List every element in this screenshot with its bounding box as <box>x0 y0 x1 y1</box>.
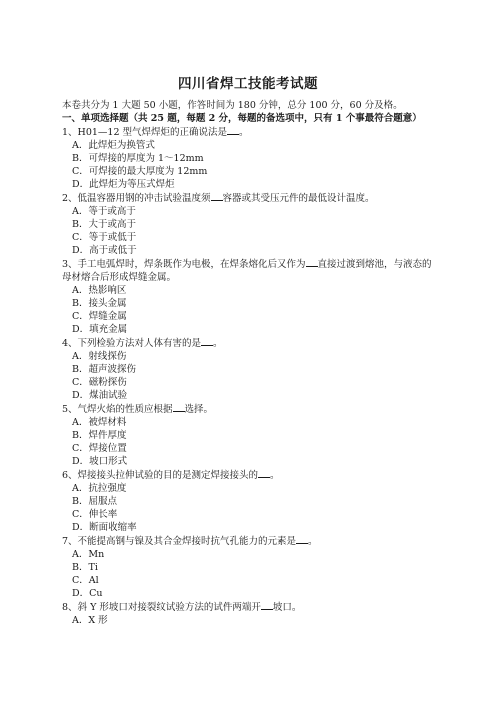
question-stem-text: 。 <box>270 470 280 481</box>
answer-blank <box>258 468 270 478</box>
answer-option: B．超声波探伤 <box>72 364 136 375</box>
question-stem-text: 5、气焊火焰的性质应根据 <box>62 404 173 415</box>
document-intro: 本卷共分为 1 大题 50 小题，作答时间为 180 分钟，总分 100 分，60 分及格。 <box>62 100 403 111</box>
answer-option: A．射线探伤 <box>72 351 127 362</box>
question-item <box>62 534 434 600</box>
answer-option: D．高于或低于 <box>72 245 137 256</box>
answer-option: D．煤油试验 <box>72 390 128 401</box>
question-stem <box>62 191 434 205</box>
question-stem-text: 1、H01—12 型气焊焊炬的正确说法是 <box>62 127 228 138</box>
answer-option: C．Al <box>72 575 99 586</box>
answer-option: A．X 形 <box>72 615 108 626</box>
answer-option: A．热影响区 <box>72 285 127 296</box>
question-item <box>62 125 434 191</box>
question-stem-text: 4、下列检验方法对人体有害的是 <box>62 338 202 349</box>
question-item <box>62 336 434 402</box>
answer-option: A．此焊炬为换管式 <box>72 140 155 151</box>
question-item <box>62 402 434 468</box>
answer-option: C．等于或低于 <box>72 232 137 243</box>
question-stem-text: 。 <box>239 127 249 138</box>
answer-option: B．接头金属 <box>72 298 127 309</box>
question-stem <box>62 125 434 139</box>
question-stem <box>62 468 434 482</box>
answer-option: A．等于或高于 <box>72 206 136 217</box>
question-stem <box>62 402 434 416</box>
answer-blank <box>227 125 239 135</box>
question-stem-text: 直接过渡到熔池，与液态的母材熔合后形成焊缝金属。 <box>62 259 432 283</box>
question-stem-text: 6、焊接接头拉伸试验的目的是测定焊接接头的 <box>62 470 259 481</box>
answer-option: C．焊接位置 <box>72 443 127 454</box>
question-item <box>62 468 434 534</box>
question-stem-text: 。 <box>213 338 223 349</box>
question-item <box>62 257 434 336</box>
question-stem <box>62 534 434 548</box>
question-stem-text: 坡口。 <box>272 602 302 613</box>
answer-option: D．Cu <box>72 588 103 599</box>
answer-option: B．可焊接的厚度为 1～12mm <box>72 153 204 164</box>
question-stem <box>62 336 434 350</box>
answer-blank <box>201 336 213 346</box>
document-page <box>62 76 434 627</box>
answer-option: A．被焊材料 <box>72 417 127 428</box>
question-stem <box>62 600 434 614</box>
question-stem-text: 容器或其受压元件的最低设计温度。 <box>222 193 375 204</box>
answer-blank <box>261 600 273 610</box>
answer-option: D．断面收缩率 <box>72 522 137 533</box>
answer-option: D．坡口形式 <box>72 456 128 467</box>
answer-option: C．伸长率 <box>72 509 118 520</box>
answer-option: A．Mn <box>72 549 105 560</box>
answer-option: D．此焊炬为等压式焊炬 <box>72 179 175 190</box>
question-stem-text: 2、低温容器用钢的冲击试验温度须 <box>62 193 211 204</box>
question-list <box>62 125 434 627</box>
question-item <box>62 191 434 257</box>
answer-option: B．屈服点 <box>72 496 117 507</box>
question-stem-text: 7、不能提高钢与镍及其合金焊接时抗气孔能力的元素是 <box>62 536 297 547</box>
question-stem-text: 3、手工电弧焊时，焊条既作为电极，在焊条熔化后又作为 <box>62 259 306 270</box>
question-stem-text: 。 <box>308 536 318 547</box>
document-title: 四川省焊工技能考试题 <box>178 76 318 92</box>
answer-option: B．焊件厚度 <box>72 430 127 441</box>
question-stem <box>62 257 434 284</box>
answer-blank <box>173 402 185 412</box>
question-stem-text: 选择。 <box>184 404 214 415</box>
question-item <box>62 600 434 627</box>
answer-option: C．磁粉探伤 <box>72 377 127 388</box>
answer-option: A．抗拉强度 <box>72 483 127 494</box>
answer-option: B．大于或高于 <box>72 219 136 230</box>
answer-blank <box>296 534 308 544</box>
section-heading: 一、单项选择题（共 25 题，每题 2 分，每题的备选项中，只有 1 个事最符合题意） <box>62 113 422 124</box>
answer-blank <box>306 257 318 267</box>
question-stem-text: 8、斜 Y 形坡口对接裂纹试验方法的试件两端开 <box>62 602 261 613</box>
answer-option: B．Ti <box>72 562 98 573</box>
answer-option: C．可焊接的最大厚度为 12mm <box>72 166 208 177</box>
answer-blank <box>211 191 223 201</box>
answer-option: D．填充金属 <box>72 324 128 335</box>
answer-option: C．焊缝金属 <box>72 311 127 322</box>
